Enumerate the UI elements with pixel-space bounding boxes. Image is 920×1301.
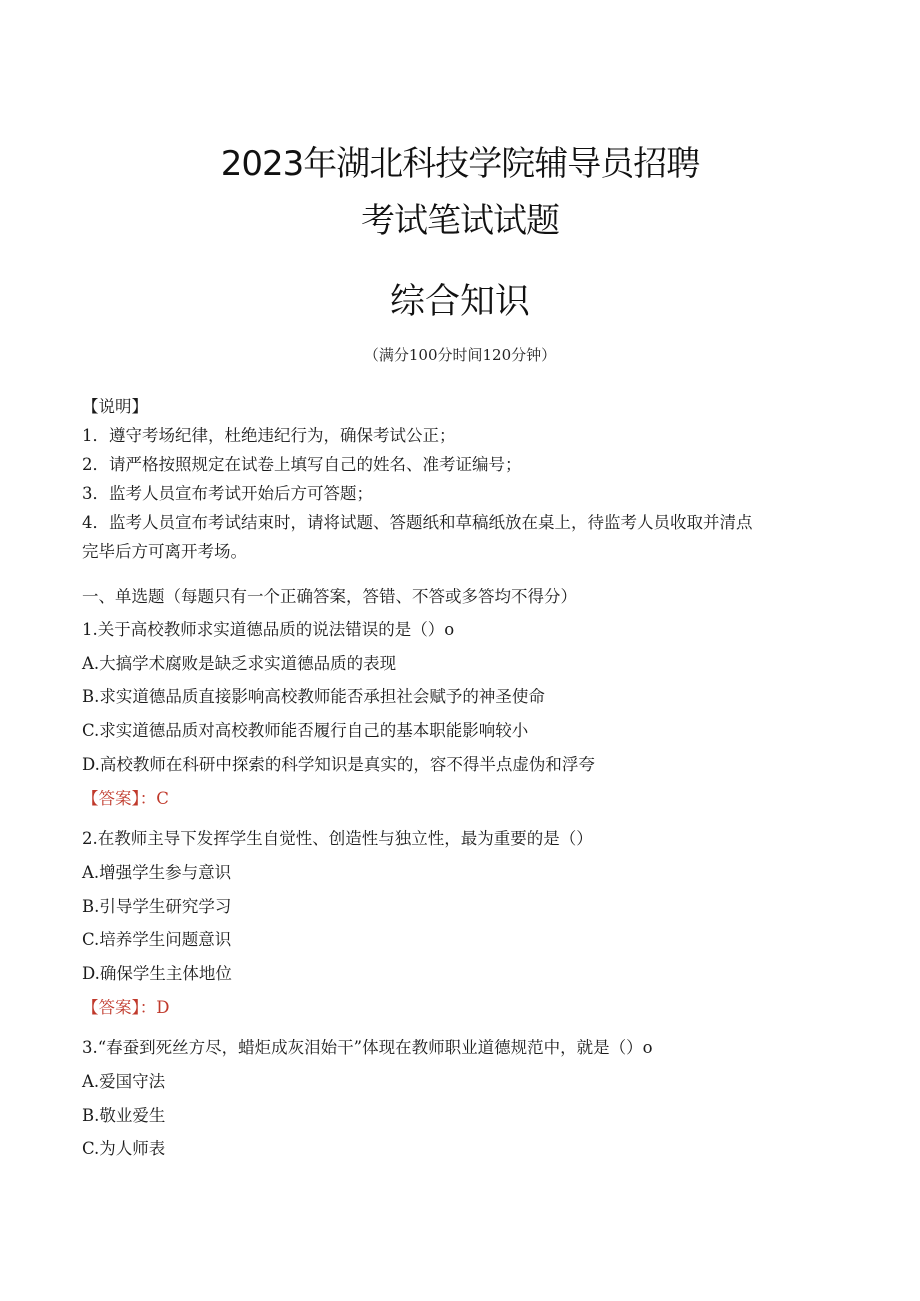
subject-title: 综合知识 — [389, 282, 530, 322]
question-option: D.确保学生主体地位 — [82, 964, 232, 983]
instructions-heading: 【说明】 — [82, 397, 148, 416]
answer-label: 【答案】： — [82, 789, 157, 808]
answer-line — [82, 997, 842, 1019]
question-option: A.爱国守法 — [82, 1072, 166, 1091]
question-stem: 3.“春蚕到死丝方尽，蜡炬成灰泪始干”体现在教师职业道德规范中，就是（）o — [82, 1038, 653, 1057]
question-stem: 1.关于高校教师求实道德品质的说法错误的是（）o — [82, 620, 455, 639]
title-line-2: 考试笔试试题 — [361, 201, 559, 241]
question-option: A.增强学生参与意识 — [82, 863, 232, 882]
instruction-item: 2．请严格按照规定在试卷上填写自己的姓名、准考证编号； — [82, 455, 522, 474]
answer-line — [82, 788, 842, 810]
score-info: （满分100分时间120分钟） — [363, 346, 557, 364]
question-option: A.大搞学术腐败是缺乏求实道德品质的表现 — [82, 654, 397, 673]
answer-label: 【答案】： — [82, 998, 157, 1017]
title-line-1: 2023年湖北科技学院辅导员招聘 — [220, 144, 700, 184]
answer-value: D — [156, 998, 170, 1017]
instruction-item: 3．监考人员宣布考试开始后方可答题； — [82, 484, 373, 503]
section-heading: 一、单选题（每题只有一个正确答案，答错、不答或多答均不得分） — [82, 587, 577, 606]
instruction-item: 4．监考人员宣布考试结束时，请将试题、答题纸和草稿纸放在桌上，待监考人员收取并清点 — [82, 513, 753, 532]
instruction-item: 完毕后方可离开考场。 — [82, 542, 247, 561]
answer-value: C — [156, 789, 169, 808]
instruction-item: 1．遵守考场纪律，杜绝违纪行为，确保考试公正； — [82, 426, 456, 445]
question-option: B.敬业爱生 — [82, 1106, 166, 1125]
question-option: C.为人师表 — [82, 1139, 166, 1158]
question-option: C.求实道德品质对高校教师能否履行自己的基本职能影响较小 — [82, 721, 529, 740]
question-stem: 2.在教师主导下发挥学生自觉性、创造性与独立性，最为重要的是（） — [82, 829, 593, 848]
question-option: C.培养学生问题意识 — [82, 930, 232, 949]
question-option: B.引导学生研究学习 — [82, 897, 232, 916]
question-option: B.求实道德品质直接影响高校教师能否承担社会赋予的神圣使命 — [82, 687, 545, 706]
question-option: D.高校教师在科研中探索的科学知识是真实的，容不得半点虚伪和浮夸 — [82, 755, 595, 774]
